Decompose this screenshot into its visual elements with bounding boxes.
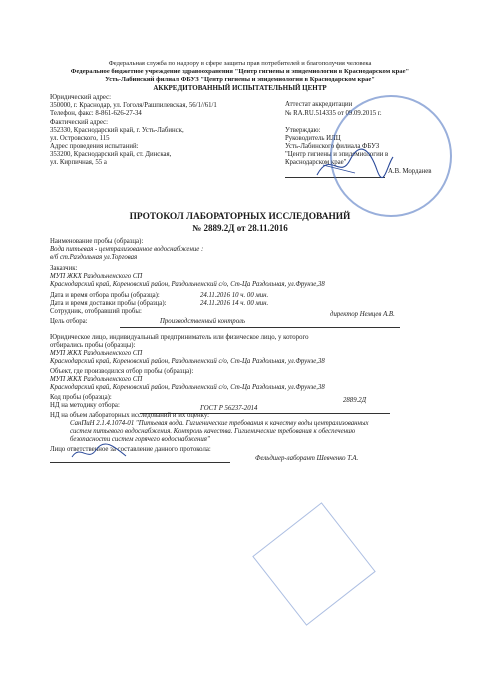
legal-address-value: 350000, г. Краснодар, ул. Гоголя/Рашпилевская, 56/1//61/1 — [50, 102, 217, 109]
approval-signature — [315, 145, 395, 185]
purpose-underline — [120, 327, 400, 328]
approval-signer: А.В. Морданев — [388, 168, 432, 175]
protocol-number: № 2889.2Д от 28.11.2016 — [192, 223, 288, 233]
method-label: НД на методику отбора: — [50, 402, 120, 409]
method-value: ГОСТ Р 56237-2014 — [200, 405, 258, 412]
object-value-2: Краснодарский край, Кореновский район, Раздольненский с/о, Ст-Ца Раздольная, ул.Фрунзе,38 — [50, 384, 325, 391]
legal-entity-label-2: отбирались пробы (образцы): — [50, 342, 136, 349]
approval-org-1: Усть-Лабинского филиала ФБУЗ — [285, 143, 380, 150]
scope-value-2: систем питьевого водоснабжения. Контроль качества. Гигиенические требования к обеспечению — [70, 428, 356, 435]
responsible-label: Лицо ответственное за составление данного протокола: — [50, 446, 211, 453]
sample-name-value-2: в/б ст.Раздольная ул.Торговая — [50, 254, 138, 261]
object-label: Объект, где производился отбор пробы (образца): — [50, 368, 194, 375]
header-line-agency: Федеральная служба по надзору в сфере защиты прав потребителей и благополучия человека — [108, 60, 372, 67]
customer-value-1: МУП ЖКХ Раздольненского СП — [50, 273, 143, 280]
scope-label: НД на объем лабораторных исследований и их оценку: — [50, 412, 210, 419]
object-value-1: МУП ЖКХ Раздольненского СП — [50, 376, 143, 383]
protocol-title: ПРОТОКОЛ ЛАБОРАТОРНЫХ ИССЛЕДОВАНИЙ — [129, 212, 351, 222]
legal-entity-value-2: Краснодарский край, Кореновский район, Раздольненский с/о, Ст-Ца Раздольная, ул.Фрунзе,38 — [50, 358, 325, 365]
sampler-value: директор Немцев А.В. — [330, 311, 395, 318]
lab-stamp — [252, 502, 376, 626]
code-label: Код пробы (образца): — [50, 394, 112, 401]
delivery-datetime-label: Дата и время доставки пробы (образца): — [50, 300, 167, 307]
approval-org-2: "Центр гигиены и эпидемиологии в — [285, 151, 389, 158]
approval-role: Руководитель ИЛЦ — [285, 135, 341, 142]
tests-address-label: Адрес проведения испытаний: — [50, 143, 139, 150]
header-line-branch: Усть-Лабинский филиал ФБУЗ "Центр гигиены и эпидемиологии в Краснодарском крае" — [105, 76, 375, 83]
purpose-label: Цель отбора: — [50, 318, 88, 325]
sampler-label: Сотрудник, отобравший пробы: — [50, 308, 142, 315]
accreditation-number: № RA.RU.514335 от 09.09.2015 г. — [285, 110, 382, 117]
customer-value-2: Краснодарский край, Кореновский район, Раздольненский с/о, Ст-Ца Раздольная, ул.Фрунзе,38 — [50, 281, 325, 288]
phone: Телефон, факс: 8-861-626-27-34 — [50, 110, 142, 117]
sample-name-value-1: Вода питьевая - централизованное водоснабжение : — [50, 246, 204, 253]
responsible-value: Фельдшер-лаборант Шевченко Т.А. — [255, 455, 359, 462]
header-line-institution: Федеральное бюджетное учреждение здравоохранения "Центр гигиены и эпидемиологии в Краснодарском крае" — [70, 68, 410, 75]
delivery-datetime-value: 24.11.2016 14 ч. 00 мин. — [200, 300, 269, 307]
sample-name-label: Наименование пробы (образца): — [50, 238, 144, 245]
tests-address-value-1: 353200, Краснодарский край, ст. Динская, — [50, 151, 172, 158]
header-line-center: АККРЕДИТОВАННЫЙ ИСПЫТАТЕЛЬНЫЙ ЦЕНТР — [153, 84, 327, 92]
sampling-datetime-label: Дата и время отбора пробы (образца): — [50, 292, 160, 299]
legal-entity-label-1: Юридическое лицо, индивидуальный предприниматель или физическое лицо, у которого — [50, 334, 309, 341]
actual-address-value-1: 352330, Краснодарский край, г. Усть-Лабинск, — [50, 127, 184, 134]
responsible-signature — [70, 442, 130, 464]
actual-address-label: Фактический адрес: — [50, 119, 109, 126]
code-value: 2889.2Д — [343, 397, 367, 404]
accreditation-label: Аттестат аккредитации — [285, 101, 353, 108]
legal-entity-value-1: МУП ЖКХ Раздольненского СП — [50, 350, 143, 357]
purpose-value: Производственный контроль — [160, 318, 245, 325]
approval-org-3: Краснодарском крае" — [285, 159, 347, 166]
scope-value-1: СанПиН 2.1.4.1074-01 "Питьевая вода. Гигиенические требования к качеству воды централизованных — [70, 420, 369, 427]
actual-address-value-2: ул. Островского, 115 — [50, 135, 110, 142]
tests-address-value-2: ул. Кирпичная, 55 а — [50, 159, 107, 166]
scope-value-3: безопасности систем горячего водоснабжения" — [70, 436, 210, 443]
sampling-datetime-value: 24.11.2016 10 ч. 00 мин. — [200, 292, 269, 299]
approval-label: Утверждаю: — [285, 127, 321, 134]
customer-label: Заказчик: — [50, 265, 78, 272]
legal-address-label: Юридический адрес: — [50, 94, 111, 101]
